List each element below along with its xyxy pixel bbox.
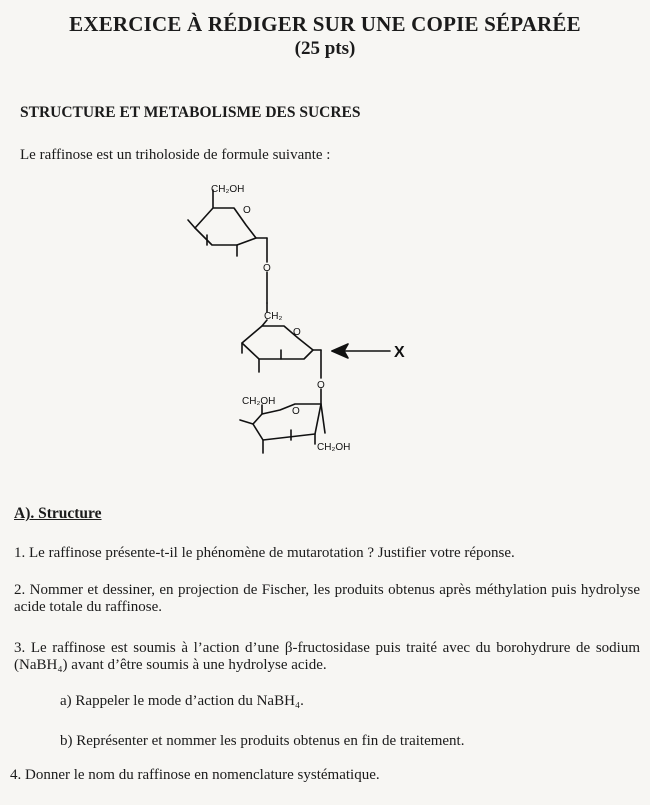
points-label: (25 pts)	[294, 38, 356, 59]
ring-oxygen-middle: O	[293, 327, 301, 338]
raffinose-structure	[180, 178, 440, 468]
question-3b: b) Représenter et nommer les produits obtenus en fin de traitement.	[60, 733, 465, 749]
glycosidic-oxygen-1: O	[263, 263, 271, 274]
fructose-ring	[240, 404, 325, 453]
ch2oh-label-left: CH₂OH	[242, 396, 276, 407]
ch2-label: CH₂	[264, 311, 283, 322]
section-title: STRUCTURE ET METABOLISME DES SUCRES	[20, 104, 361, 121]
question-3: 3. Le raffinose est soumis à l’action d’une β-fructosidase puis traité avec du borohydrure de sodium (NaBH₄) avant d’être soumis à une hydrolyse acide.	[14, 640, 640, 673]
galactose-ring	[188, 190, 267, 312]
question-1: 1. Le raffinose présente-t-il le phénomène de mutarotation ? Justifier votre réponse.	[14, 545, 515, 561]
ch2oh-label-top: CH₂OH	[211, 184, 245, 195]
ring-oxygen-top: O	[243, 205, 251, 216]
intro-text: Le raffinose est un triholoside de formule suivante :	[20, 147, 331, 163]
ring-oxygen-bottom: O	[292, 406, 300, 417]
question-4: 4. Donner le nom du raffinose en nomenclature systématique.	[10, 767, 380, 783]
ch2oh-label-right: CH₂OH	[317, 442, 351, 453]
exercise-title: EXERCICE À RÉDIGER SUR UNE COPIE SÉPARÉE	[69, 12, 581, 36]
part-a-heading: A). Structure	[14, 505, 102, 522]
glycosidic-oxygen-2: O	[317, 380, 325, 391]
question-2: 2. Nommer et dessiner, en projection de Fischer, les produits obtenus après méthylation puis hydrolyse acide totale du raffinose.	[14, 582, 640, 615]
x-marker: X	[394, 344, 405, 361]
question-3a: a) Rappeler le mode d’action du NaBH₄.	[60, 693, 304, 709]
glucose-ring	[242, 320, 321, 404]
